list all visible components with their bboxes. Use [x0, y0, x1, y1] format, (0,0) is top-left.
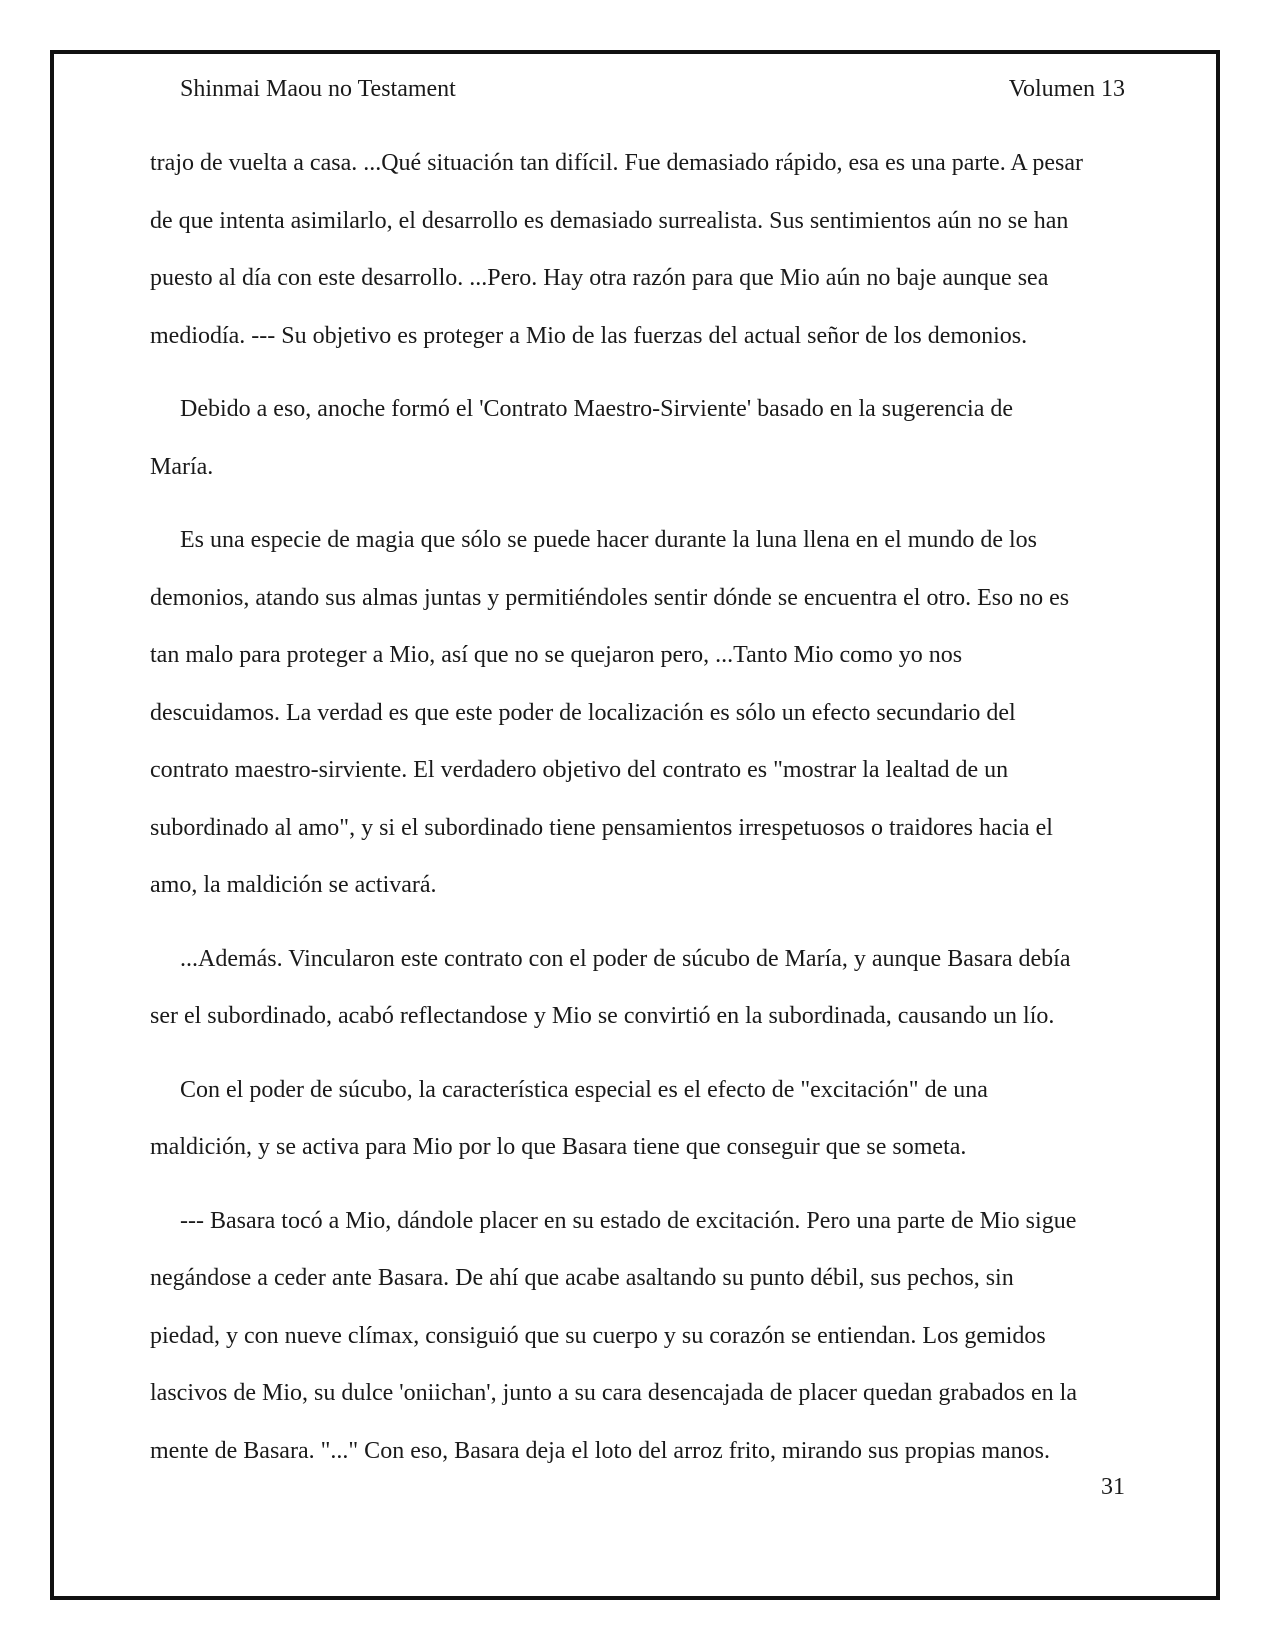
body-text [150, 135, 1125, 1480]
paragraph [150, 381, 1125, 496]
text-line: lascivos de Mio, su dulce 'oniichan', junto a su cara desencajada de placer quedan grabados en la [150, 1380, 1077, 1406]
text-line: amo, la maldición se activará. [150, 872, 437, 898]
text-line: descuidamos. La verdad es que este poder de localización es sólo un efecto secundario del [150, 699, 1016, 726]
text-line: de que intenta asimilarlo, el desarrollo es demasiado surrealista. Sus sentimientos aún no se han [150, 207, 1069, 234]
book-title: Shinmai Maou no Testament [180, 76, 456, 102]
paragraph-gap [150, 1046, 1125, 1062]
text-line: mediodía. --- Su objetivo es proteger a Mio de las fuerzas del actual señor de los demonios. [150, 322, 1028, 349]
text-line: --- Basara tocó a Mio, dándole placer en su estado de excitación. Pero una parte de Mio sigue [180, 1207, 1077, 1234]
text-line: trajo de vuelta a casa. ...Qué situación tan difícil. Fue demasiado rápido, esa es una parte. A pesar [150, 150, 1084, 176]
volume-label: Volumen 13 [1008, 76, 1125, 102]
text-line: mente de Basara. "..." Con eso, Basara deja el loto del arroz frito, mirando sus propias manos. [150, 1437, 1051, 1464]
paragraph [150, 1062, 1125, 1177]
text-line: maldición, y se activa para Mio por lo que Basara tiene que conseguir que se someta. [150, 1134, 967, 1160]
paragraph-gap [150, 365, 1125, 381]
paragraph [150, 1193, 1125, 1481]
paragraph [150, 512, 1125, 915]
text-line: ser el subordinado, acabó reflectandose y Mio se convirtió en la subordinada, causando un lío. [150, 1003, 1055, 1029]
paragraph-gap [150, 915, 1125, 931]
text-line: subordinado al amo", y si el subordinado tiene pensamientos irrespetuosos o traidores hacia el [150, 814, 1053, 841]
text-line: María. [150, 453, 214, 480]
text-line: ...Además. Vincularon este contrato con el poder de súcubo de María, y aunque Basara debía [180, 945, 1071, 972]
paragraph [150, 931, 1125, 1046]
running-header [180, 72, 1125, 106]
page-number: 31 [1101, 1474, 1125, 1500]
text-line: contrato maestro-sirviente. El verdadero objetivo del contrato es "mostrar la lealtad de un [150, 757, 1009, 783]
text-line: piedad, y con nueve clímax, consiguió que su cuerpo y su corazón se entiendan. Los gemidos [150, 1322, 1046, 1349]
text-line: puesto al día con este desarrollo. ...Pero. Hay otra razón para que Mio aún no baje aunque sea [150, 265, 1049, 291]
text-line: tan malo para proteger a Mio, así que no se quejaron pero, ...Tanto Mio como yo nos [150, 642, 963, 668]
paragraph-gap [150, 496, 1125, 512]
text-line: Es una especie de magia que sólo se puede hacer durante la luna llena en el mundo de los [180, 527, 1038, 553]
paragraph-gap [150, 1177, 1125, 1193]
text-line: Con el poder de súcubo, la característica especial es el efecto de "excitación" de una [180, 1076, 988, 1103]
text-line: demonios, atando sus almas juntas y permitiéndoles sentir dónde se encuentra el otro. Eso no es [150, 584, 1070, 611]
text-line: Debido a eso, anoche formó el 'Contrato Maestro-Sirviente' basado en la sugerencia de [180, 396, 1014, 422]
text-line: negándose a ceder ante Basara. De ahí que acabe asaltando su punto débil, sus pechos, sin [150, 1265, 1014, 1291]
paragraph [150, 135, 1125, 365]
